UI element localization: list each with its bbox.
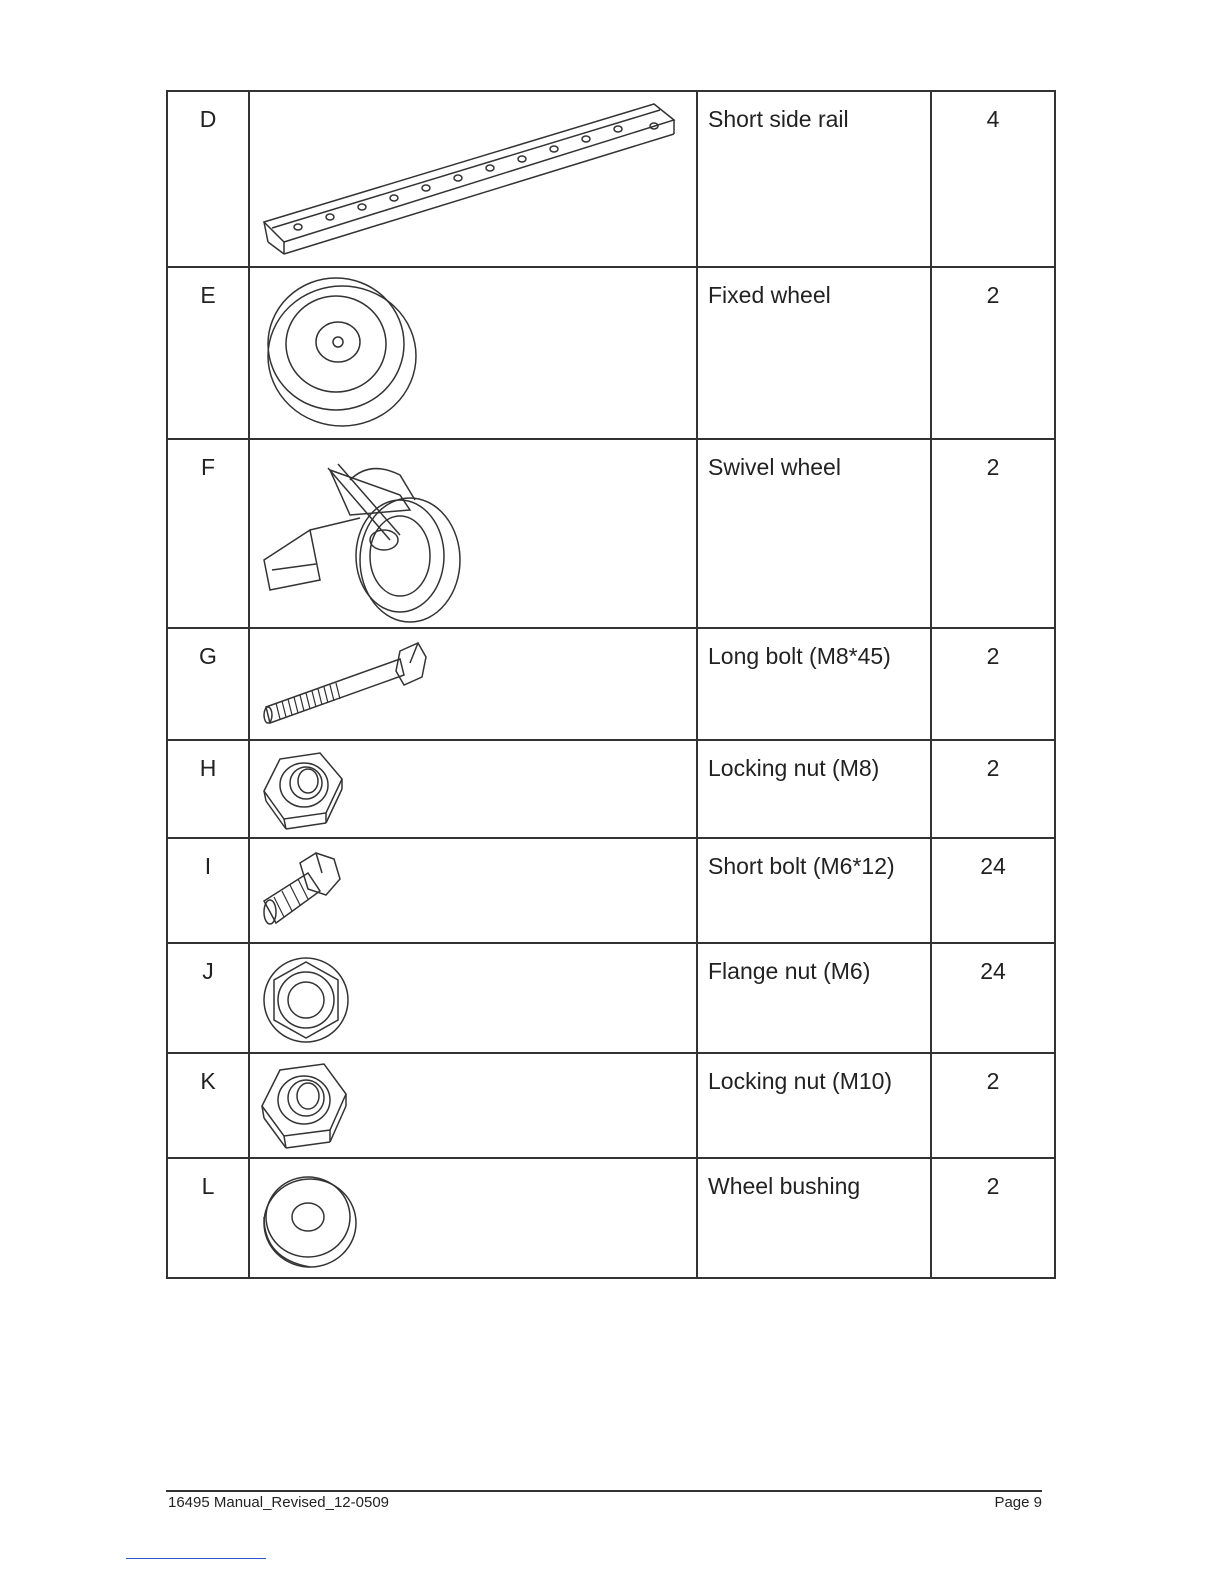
- wheel-bushing-icon: [250, 1159, 696, 1275]
- part-description: Short side rail: [697, 91, 931, 267]
- locking-nut-icon: [250, 1054, 696, 1155]
- corner-rule: [126, 1558, 266, 1559]
- part-quantity: 24: [931, 838, 1055, 943]
- part-key: L: [167, 1158, 249, 1278]
- part-key: D: [167, 91, 249, 267]
- part-quantity: 2: [931, 628, 1055, 740]
- part-illustration: [249, 838, 697, 943]
- part-key: K: [167, 1053, 249, 1158]
- part-illustration: [249, 439, 697, 628]
- fixed-wheel-icon: [250, 268, 696, 436]
- part-quantity: 2: [931, 1158, 1055, 1278]
- table-row: [167, 740, 1055, 838]
- part-description: Fixed wheel: [697, 267, 931, 439]
- part-illustration: [249, 740, 697, 838]
- part-illustration: [249, 628, 697, 740]
- part-description: Swivel wheel: [697, 439, 931, 628]
- table-row: [167, 439, 1055, 628]
- part-quantity: 24: [931, 943, 1055, 1053]
- part-illustration: [249, 1053, 697, 1158]
- swivel-wheel-icon: [250, 440, 696, 625]
- table-row: [167, 91, 1055, 267]
- part-description: Short bolt (M6*12): [697, 838, 931, 943]
- table-row: [167, 1158, 1055, 1278]
- part-quantity: 4: [931, 91, 1055, 267]
- short-bolt-icon: [250, 839, 696, 940]
- footer-document-id: 16495 Manual_Revised_12-0509: [168, 1494, 390, 1511]
- part-key: J: [167, 943, 249, 1053]
- part-description: Long bolt (M8*45): [697, 628, 931, 740]
- table-row: [167, 838, 1055, 943]
- long-bolt-icon: [250, 629, 696, 737]
- part-quantity: 2: [931, 267, 1055, 439]
- side-rail-icon: [250, 92, 696, 264]
- part-quantity: 2: [931, 439, 1055, 628]
- part-illustration: [249, 1158, 697, 1278]
- table-row: [167, 267, 1055, 439]
- part-quantity: 2: [931, 740, 1055, 838]
- part-illustration: [249, 91, 697, 267]
- table-row: [167, 628, 1055, 740]
- part-key: E: [167, 267, 249, 439]
- part-key: F: [167, 439, 249, 628]
- table-row: [167, 943, 1055, 1053]
- locking-nut-icon: [250, 741, 696, 835]
- page-number: Page 9: [994, 1494, 1042, 1511]
- part-description: Wheel bushing: [697, 1158, 931, 1278]
- part-key: H: [167, 740, 249, 838]
- parts-table: [166, 90, 1056, 1279]
- footer-divider: [166, 1490, 1042, 1492]
- part-illustration: [249, 267, 697, 439]
- part-quantity: 2: [931, 1053, 1055, 1158]
- flange-nut-icon: [250, 944, 696, 1050]
- part-key: I: [167, 838, 249, 943]
- part-key: G: [167, 628, 249, 740]
- part-description: Flange nut (M6): [697, 943, 931, 1053]
- table-row: [167, 1053, 1055, 1158]
- part-description: Locking nut (M8): [697, 740, 931, 838]
- part-illustration: [249, 943, 697, 1053]
- part-description: Locking nut (M10): [697, 1053, 931, 1158]
